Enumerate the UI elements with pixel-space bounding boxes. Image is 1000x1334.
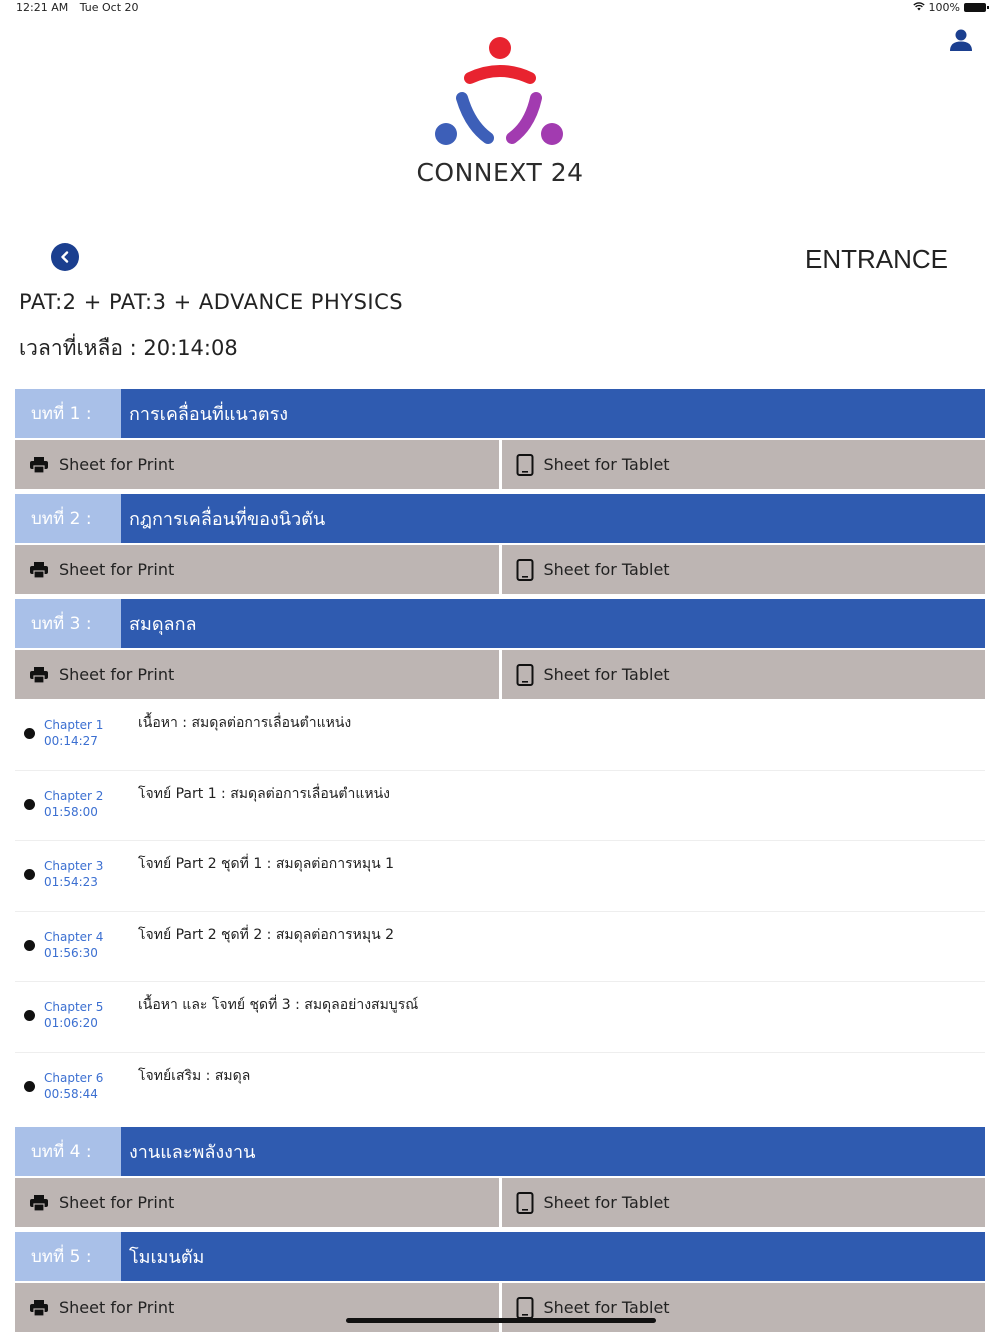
chapter-meta xyxy=(44,717,103,749)
sheet-row xyxy=(15,1178,985,1227)
back-button[interactable] xyxy=(51,243,79,271)
lesson-name: สมดุลกล xyxy=(121,599,985,648)
printer-icon xyxy=(29,561,49,579)
chapter-label: Chapter 1 xyxy=(44,718,104,732)
chapter-label: Chapter 4 xyxy=(44,929,104,944)
chapter-meta xyxy=(44,858,103,890)
lesson-number: บทที่ 4 : xyxy=(15,1127,121,1176)
chapter-title: โจทย์ Part 2 ชุดที่ 1 : สมดุลต่อการหมุน 1 xyxy=(138,856,395,872)
sheet-for-print-button[interactable] xyxy=(15,440,499,489)
chapter-label: Chapter 2 xyxy=(44,788,104,803)
chapter-label: Chapter 6 xyxy=(44,1070,104,1085)
tablet-icon xyxy=(516,664,534,686)
sheet-row xyxy=(15,650,985,699)
wifi-icon xyxy=(913,2,925,14)
lesson-name: การเคลื่อนที่แนวตรง xyxy=(121,389,985,438)
lesson-header[interactable] xyxy=(15,1232,985,1281)
tablet-icon xyxy=(516,559,534,581)
status-time: 12:21 AM xyxy=(16,1,69,14)
status-left xyxy=(16,1,147,14)
chevron-left-icon xyxy=(58,250,72,264)
lesson-header[interactable] xyxy=(15,599,985,648)
chapter-title: เนื้อหา : สมดุลต่อการเลื่อนตำแหน่ง xyxy=(138,715,352,731)
bullet-icon xyxy=(24,799,35,810)
chapter-meta xyxy=(44,1070,103,1102)
user-button[interactable] xyxy=(946,26,976,56)
lesson-number: บทที่ 2 : xyxy=(15,494,121,543)
bullet-icon xyxy=(24,1010,35,1021)
lesson-number: บทที่ 5 : xyxy=(15,1232,121,1281)
home-indicator[interactable] xyxy=(346,1318,656,1323)
page-label: ENTRANCE xyxy=(804,244,948,274)
chapter-duration: 00:58:44 xyxy=(44,1086,98,1101)
chapter-label: Chapter 3 xyxy=(44,859,104,873)
lesson-name: กฎการเคลื่อนที่ของนิวตัน xyxy=(121,494,985,543)
battery-icon xyxy=(964,3,986,12)
chapter-title: โจทย์ Part 1 : สมดุลต่อการเลื่อนตำแหน่ง xyxy=(138,785,390,802)
logo-mark-icon xyxy=(400,30,600,155)
status-date: Tue Oct 20 xyxy=(79,1,139,14)
battery-percent: 100% xyxy=(928,1,960,14)
sheet-for-print-button[interactable] xyxy=(15,1283,499,1332)
sheet-for-print-button[interactable] xyxy=(15,545,499,594)
bullet-icon xyxy=(24,940,35,951)
sheet-print-label: Sheet for Print xyxy=(59,560,175,579)
chapter-list xyxy=(15,700,985,1123)
chapter-item[interactable] xyxy=(15,982,985,1053)
chapter-duration: 00:14:27 xyxy=(44,734,98,748)
chapter-meta xyxy=(44,929,103,961)
sheet-for-tablet-button[interactable] xyxy=(502,1178,986,1227)
sheet-row xyxy=(15,440,985,489)
chapter-duration: 01:54:23 xyxy=(44,875,98,889)
sheet-for-print-button[interactable] xyxy=(15,650,499,699)
tablet-icon xyxy=(516,454,534,476)
time-remaining: เวลาที่เหลือ : 20:14:08 xyxy=(19,336,238,360)
printer-icon xyxy=(29,456,49,474)
user-icon xyxy=(946,26,976,56)
tablet-icon xyxy=(516,1297,534,1319)
chapter-item[interactable] xyxy=(15,841,985,912)
lesson-list xyxy=(15,389,985,1334)
sheet-tablet-label: Sheet for Tablet xyxy=(543,665,670,684)
sheet-tablet-label: Sheet for Tablet xyxy=(543,1193,670,1212)
sheet-for-tablet-button[interactable] xyxy=(502,440,986,489)
sheet-row xyxy=(15,1283,985,1332)
lesson-name: งานและพลังงาน xyxy=(121,1127,985,1176)
bullet-icon xyxy=(24,1081,35,1092)
bullet-icon xyxy=(24,728,35,739)
course-title: PAT:2 + PAT:3 + ADVANCE PHYSICS xyxy=(19,290,404,314)
sheet-tablet-label: Sheet for Tablet xyxy=(543,455,670,474)
sheet-for-print-button[interactable] xyxy=(15,1178,499,1227)
lesson-header[interactable] xyxy=(15,494,985,543)
printer-icon xyxy=(29,666,49,684)
chapter-meta xyxy=(44,999,103,1031)
sheet-row xyxy=(15,545,985,594)
chapter-title: เนื้อหา และ โจทย์ ชุดที่ 3 : สมดุลอย่างสมบูรณ์ xyxy=(138,997,419,1013)
sheet-print-label: Sheet for Print xyxy=(59,665,175,684)
sheet-print-label: Sheet for Print xyxy=(59,1193,175,1212)
chapter-duration: 01:06:20 xyxy=(44,1016,98,1030)
chapter-meta xyxy=(44,788,103,820)
sheet-tablet-label: Sheet for Tablet xyxy=(543,1298,670,1317)
sheet-for-tablet-button[interactable] xyxy=(502,545,986,594)
chapter-title: โจทย์เสริม : สมดุล xyxy=(138,1067,251,1084)
chapter-item[interactable] xyxy=(15,771,985,842)
chapter-duration: 01:58:00 xyxy=(44,804,98,819)
lesson-number: บทที่ 1 : xyxy=(15,389,121,438)
status-bar xyxy=(0,0,1000,16)
sheet-for-tablet-button[interactable] xyxy=(502,1283,986,1332)
chapter-title: โจทย์ Part 2 ชุดที่ 2 : สมดุลต่อการหมุน 2 xyxy=(138,926,395,943)
printer-icon xyxy=(29,1194,49,1212)
status-right xyxy=(913,1,986,14)
chapter-duration: 01:56:30 xyxy=(44,945,98,960)
lesson-name: โมเมนตัม xyxy=(121,1232,985,1281)
sheet-for-tablet-button[interactable] xyxy=(502,650,986,699)
chapter-item[interactable] xyxy=(15,912,985,983)
lesson-header[interactable] xyxy=(15,1127,985,1176)
chapter-item[interactable] xyxy=(15,700,985,771)
sheet-tablet-label: Sheet for Tablet xyxy=(543,560,670,579)
chapter-label: Chapter 5 xyxy=(44,1000,104,1014)
sheet-print-label: Sheet for Print xyxy=(59,1298,175,1317)
bullet-icon xyxy=(24,869,35,880)
app-logo xyxy=(400,30,600,190)
printer-icon xyxy=(29,1299,49,1317)
sheet-print-label: Sheet for Print xyxy=(59,455,175,474)
lesson-number: บทที่ 3 : xyxy=(15,599,121,648)
tablet-icon xyxy=(516,1192,534,1214)
lesson-header[interactable] xyxy=(15,389,985,438)
chapter-item[interactable] xyxy=(15,1053,985,1124)
logo-text: CONNEXT 24 xyxy=(416,158,584,187)
